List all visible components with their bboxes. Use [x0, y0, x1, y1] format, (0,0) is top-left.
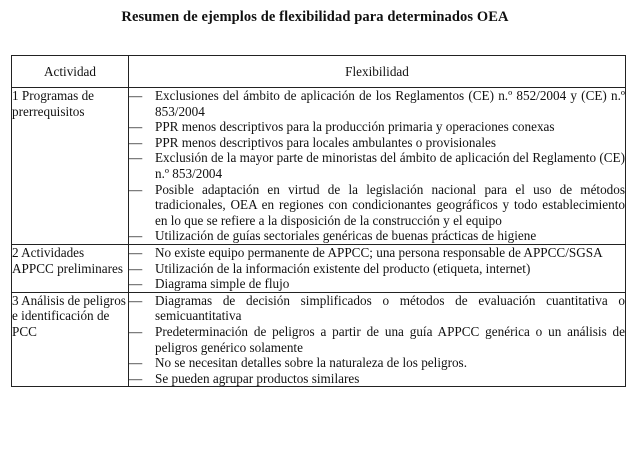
table-title: Resumen de ejemplos de flexibilidad para determinados OEA: [121, 9, 509, 25]
flexibility-table: [11, 55, 626, 387]
dash-bullet: —: [129, 244, 143, 260]
list-item: [129, 293, 625, 324]
list-item-text: Diagramas de decisión simplificados o métodos de evaluación cuantitativa o semicuantitativa: [155, 292, 625, 324]
dash-bullet: —: [129, 134, 143, 150]
header-flexibilidad: Flexibilidad: [129, 56, 626, 88]
list-item: [129, 135, 625, 151]
dash-bullet: —: [129, 228, 143, 244]
list-item: [129, 276, 625, 292]
list-item-text: PPR menos descriptivos para locales ambulantes o provisionales: [155, 134, 496, 150]
dash-bullet: —: [129, 119, 143, 135]
list-item-text: Predeterminación de peligros a partir de una guía APPCC genérica o un análisis de peligros genérico solamente: [155, 323, 625, 355]
list-item-text: No se necesitan detalles sobre la naturaleza de los peligros.: [155, 355, 467, 371]
table-row: [12, 244, 626, 292]
list-item: [129, 150, 625, 181]
activity-cell: 2 Actividades APPCC preliminares: [12, 244, 129, 292]
list-item-text: No existe equipo permanente de APPCC; una persona responsable de APPCC/SGSA: [155, 244, 603, 260]
flexibility-cell: [129, 292, 626, 387]
table-row: [12, 88, 626, 245]
list-item: [129, 355, 625, 371]
list-item-text: Utilización de guías sectoriales genéricas de buenas prácticas de higiene: [155, 228, 537, 244]
dash-bullet: —: [129, 88, 143, 103]
list-item: [129, 119, 625, 135]
list-item-text: Diagrama simple de flujo: [155, 276, 290, 292]
list-item-text: Exclusión de la mayor parte de minoristas del ámbito de aplicación del Reglamento (CE) n.º 853/2004: [155, 150, 625, 181]
list-item-text: Utilización de la información existente del producto (etiqueta, internet): [155, 260, 531, 276]
dash-bullet: —: [129, 276, 143, 292]
dash-bullet: —: [129, 181, 143, 197]
dash-bullet: —: [129, 370, 143, 386]
flexibility-cell: [129, 88, 626, 245]
list-item: [129, 182, 625, 229]
header-actividad: Actividad: [12, 56, 129, 88]
list-item: [129, 245, 625, 261]
list-item-text: Se pueden agrupar productos similares: [155, 370, 360, 386]
list-item: [129, 228, 625, 244]
dash-bullet: —: [129, 260, 143, 276]
list-item: [129, 371, 625, 387]
list-item-text: PPR menos descriptivos para la producción primaria y operaciones conexas: [155, 119, 555, 135]
list-item: [129, 324, 625, 355]
dash-bullet: —: [129, 323, 143, 339]
table-row: [12, 292, 626, 387]
list-item-text: Exclusiones del ámbito de aplicación de los Reglamentos (CE) n.º 852/2004 y (CE) n.º 853/2004: [155, 88, 625, 119]
table-header-row: [12, 56, 626, 88]
list-item: [129, 88, 625, 119]
list-item-text: Posible adaptación en virtud de la legislación nacional para el uso de métodos tradicionales, OEA en regiones con condicionantes geográficos y todo establecimiento en lo que se refiere a la disposición de la construcción y el equipo: [155, 181, 625, 228]
dash-bullet: —: [129, 292, 143, 308]
list-item: [129, 261, 625, 277]
activity-cell: 1 Programas de prerrequisitos: [12, 88, 129, 245]
dash-bullet: —: [129, 355, 143, 371]
flexibility-cell: [129, 244, 626, 292]
activity-cell: 3 Análisis de peligros e identificación de PCC: [12, 292, 129, 387]
dash-bullet: —: [129, 150, 143, 166]
